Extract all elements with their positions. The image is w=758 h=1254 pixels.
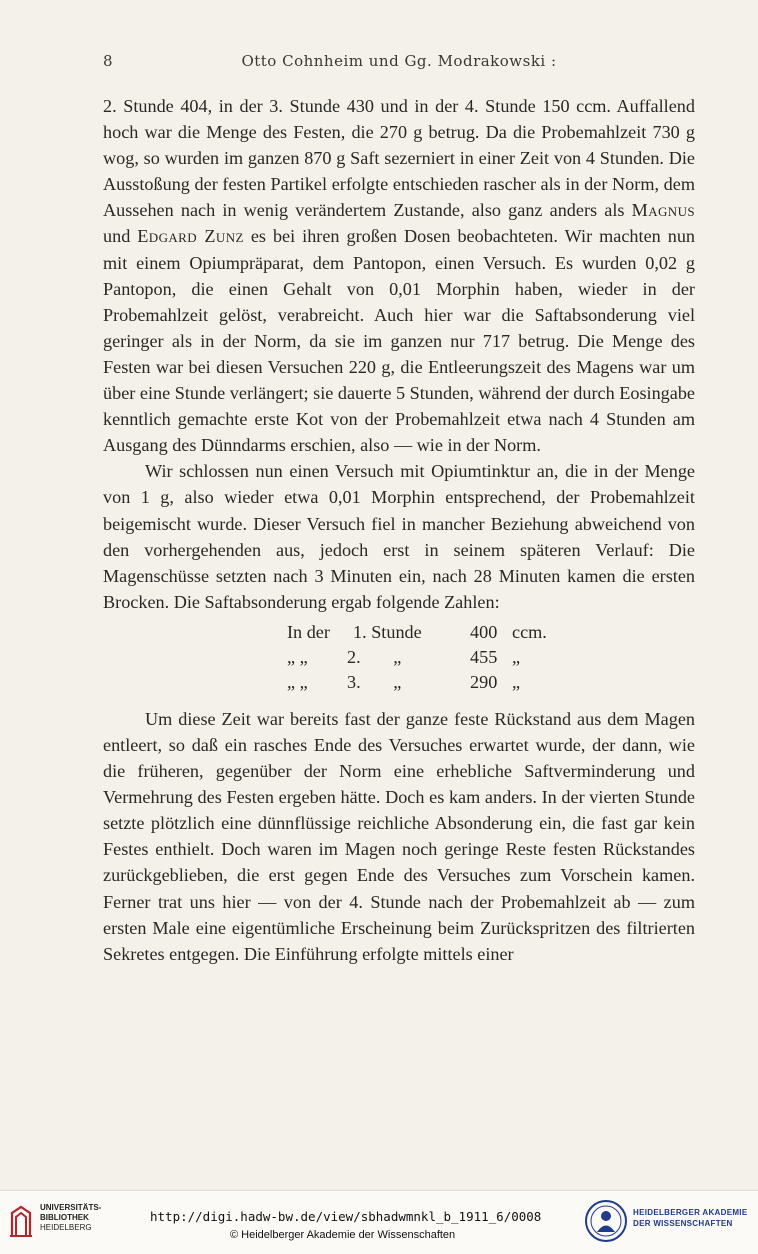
university-library-logo-icon: [8, 1205, 34, 1239]
source-url-link[interactable]: http://digi.hadw-bw.de/view/sbhadwmnkl_b_1911_6/0008: [150, 1209, 542, 1224]
table-cell: 2. „: [347, 646, 402, 667]
library-line-1: UNIVERSITÄTS-: [40, 1203, 102, 1212]
table-row: [103, 619, 695, 644]
digitization-footer: [0, 1190, 758, 1254]
library-line-3: HEIDELBERG: [40, 1223, 92, 1232]
academy-seal-icon: [584, 1199, 628, 1243]
paragraph-1: [103, 93, 695, 458]
table-cell: „: [512, 646, 521, 667]
running-title: Otto Cohnheim und Gg. Modrakowski :: [241, 52, 557, 70]
table-cell: 455: [470, 646, 498, 667]
copyright-notice: © Heidelberger Akademie der Wissenschaften: [230, 1229, 456, 1241]
paragraph-1-part-b: und: [103, 226, 138, 247]
academy-line-1: HEIDELBERGER AKADEMIE: [633, 1208, 748, 1217]
secretion-table: [103, 619, 695, 694]
paragraph-1-part-a: 2. Stunde 404, in der 3. Stunde 430 und in der 4. Stunde 150 ccm. Auffallend hoch war die Menge des Festen, die 270 g betrug. Da die Probemahlzeit 730 g wog, so wurden im ganzen 870 g Saft sezerniert in einer Zeit von 4 Stunden. Die Ausstoßung der festen Partikel erfolgte entschieden rascher als in der Norm, dem Aussehen nach in wenig verändertem Zustande, also ganz anders als: [103, 96, 695, 221]
page-number: 8: [103, 52, 114, 70]
table-cell: 3. „: [347, 671, 402, 692]
table-cell: In der: [287, 621, 330, 642]
table-cell: 1. Stunde: [353, 621, 422, 642]
author-magnus: Magnus: [631, 200, 695, 221]
paragraph-3: Um diese Zeit war bereits fast der ganze feste Rückstand aus dem Magen entleert, so daß ein rasches Ende des Versuches erwartet wurde, der dann, wie die früheren, gegenüber der Norm eine erhebliche Saftverminderung und Vermehrung des Festen ergeben hätte. Doch es kam anders. In der vierten Stunde setzte plötzlich eine dünnflüssige reichliche Absonderung ein, die fast gar kein Festes enthielt. Doch waren im Magen noch geringe Reste festen Rückstandes zurückgeblieben, die erst gegen Ende des Versuches zum Vorschein kamen. Ferner trat uns hier — von der 4. Stunde nach der Probemahlzeit ab — zum ersten Male eine eigentümliche Erscheinung beim Zurückspritzen des filtrierten Sekretes entgegen. Die Einführung erfolgte mittels einer: [103, 708, 695, 964]
university-library-name: [40, 1203, 101, 1233]
table-cell: 290: [470, 671, 498, 692]
academy-name: [633, 1207, 747, 1229]
paragraph-1-part-c: es bei ihren großen Dosen beobachteten. Wir machten nun mit einem Opiumpräparat, dem Pantopon, einen Versuch. Es wurden 0,02 g Pantopon, die einen Gehalt von 0,01 Morphin haben, wieder in der Probemahlzeit gelöst, verabreicht. Auch hier war die Saftabsonderung viel geringer als in der Norm, da sie im ganzen nur 717 betrug. Die Menge des Festen war bei diesen Versuchen 220 g, die Entleerungszeit des Magens war um über eine Stunde verlängert; sie dauerte 5 Stunden, während der durch Eosingabe kenntlich gemachte erste Kot von der Probemahlzeit etwa nach 4 Stunden am Ausgang des Dünndarms erschien, also — wie in der Norm.: [103, 226, 696, 456]
table-cell: „: [512, 671, 521, 692]
library-line-2: BIBLIOTHEK: [40, 1213, 89, 1222]
page-header: [103, 52, 695, 76]
paragraph-2: Wir schlossen nun einen Versuch mit Opiumtinktur an, die in der Menge von 1 g, also wieder etwa 0,01 Morphin entsprechend, der Probemahlzeit beigemischt wurde. Dieser Versuch fiel in mancher Beziehung abweichend von den vorhergehenden aus, jedoch erst in seinem späteren Verlauf: Die Magenschüsse setzten nach 3 Minuten ein, nach 28 Minuten kamen die ersten Brocken. Die Saftabsonderung ergab folgende Zahlen:: [103, 461, 695, 612]
academy-line-2: DER WISSENSCHAFTEN: [633, 1219, 733, 1228]
table-cell: „ „: [287, 646, 308, 667]
table-cell: „ „: [287, 671, 308, 692]
table-row: [103, 644, 695, 669]
table-cell: ccm.: [512, 621, 547, 642]
body-text: [103, 93, 695, 967]
author-edgard-zunz: Edgard Zunz: [137, 226, 244, 247]
table-cell: 400: [470, 621, 498, 642]
table-row: [103, 669, 695, 694]
